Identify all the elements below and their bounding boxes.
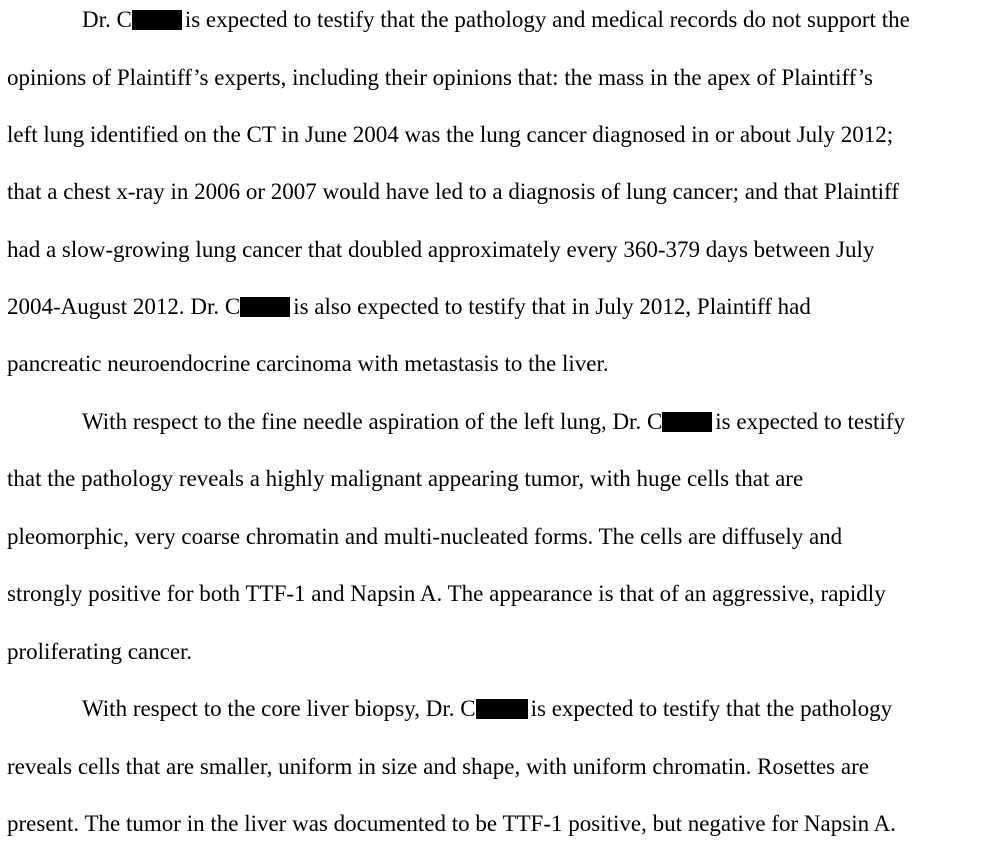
paragraph-3-line-3: present. The tumor in the liver was documented to be TTF-1 positive, but negative for Napsin A. [7, 811, 896, 836]
paragraph-2-line-1 [82, 404, 905, 440]
paragraph-1-line-3: left lung identified on the CT in June 2004 was the lung cancer diagnosed in or about July 2012; [7, 122, 894, 147]
paragraph-1-line-4: that a chest x-ray in 2006 or 2007 would have led to a diagnosis of lung cancer; and that Plaintiff [7, 179, 899, 204]
paragraph-1-line-2: opinions of Plaintiff’s experts, including their opinions that: the mass in the apex of Plaintiff’s [7, 65, 874, 90]
paragraph-2-line-4: strongly positive for both TTF-1 and Napsin A. The appearance is that of an aggressive, rapidly [7, 581, 886, 606]
paragraph-1-line-1 [82, 2, 910, 38]
text-segment: With respect to the core liver biopsy, Dr. C [82, 696, 476, 721]
redaction-box [662, 412, 712, 432]
paragraph-1-line-7: pancreatic neuroendocrine carcinoma with metastasis to the liver. [7, 351, 609, 376]
paragraph-1-line-5: had a slow-growing lung cancer that doubled approximately every 360-379 days between July [7, 237, 875, 262]
text-segment: is expected to testify [715, 409, 905, 434]
redaction-box [476, 699, 528, 719]
text-segment: Dr. C [82, 7, 132, 32]
paragraph-2-line-5: proliferating cancer. [7, 639, 193, 664]
text-segment: is expected to testify that the pathology and medical records do not support the [184, 7, 910, 32]
text-segment: is expected to testify that the pathology [530, 696, 893, 721]
text-segment: With respect to the fine needle aspiration of the left lung, Dr. C [82, 409, 663, 434]
paragraph-3-line-1 [82, 691, 892, 727]
paragraph-3-line-2: reveals cells that are smaller, uniform in size and shape, with uniform chromatin. Rosettes are [7, 754, 869, 779]
redaction-box [132, 10, 182, 30]
text-segment: is also expected to testify that in July 2012, Plaintiff had [293, 294, 811, 319]
paragraph-2-line-3: pleomorphic, very coarse chromatin and multi-nucleated forms. The cells are diffusely and [7, 524, 843, 549]
redaction-box [240, 297, 290, 317]
paragraph-1-line-6 [7, 289, 811, 325]
paragraph-2-line-2: that the pathology reveals a highly malignant appearing tumor, with huge cells that are [7, 466, 804, 491]
text-segment: 2004-August 2012. Dr. C [7, 294, 241, 319]
